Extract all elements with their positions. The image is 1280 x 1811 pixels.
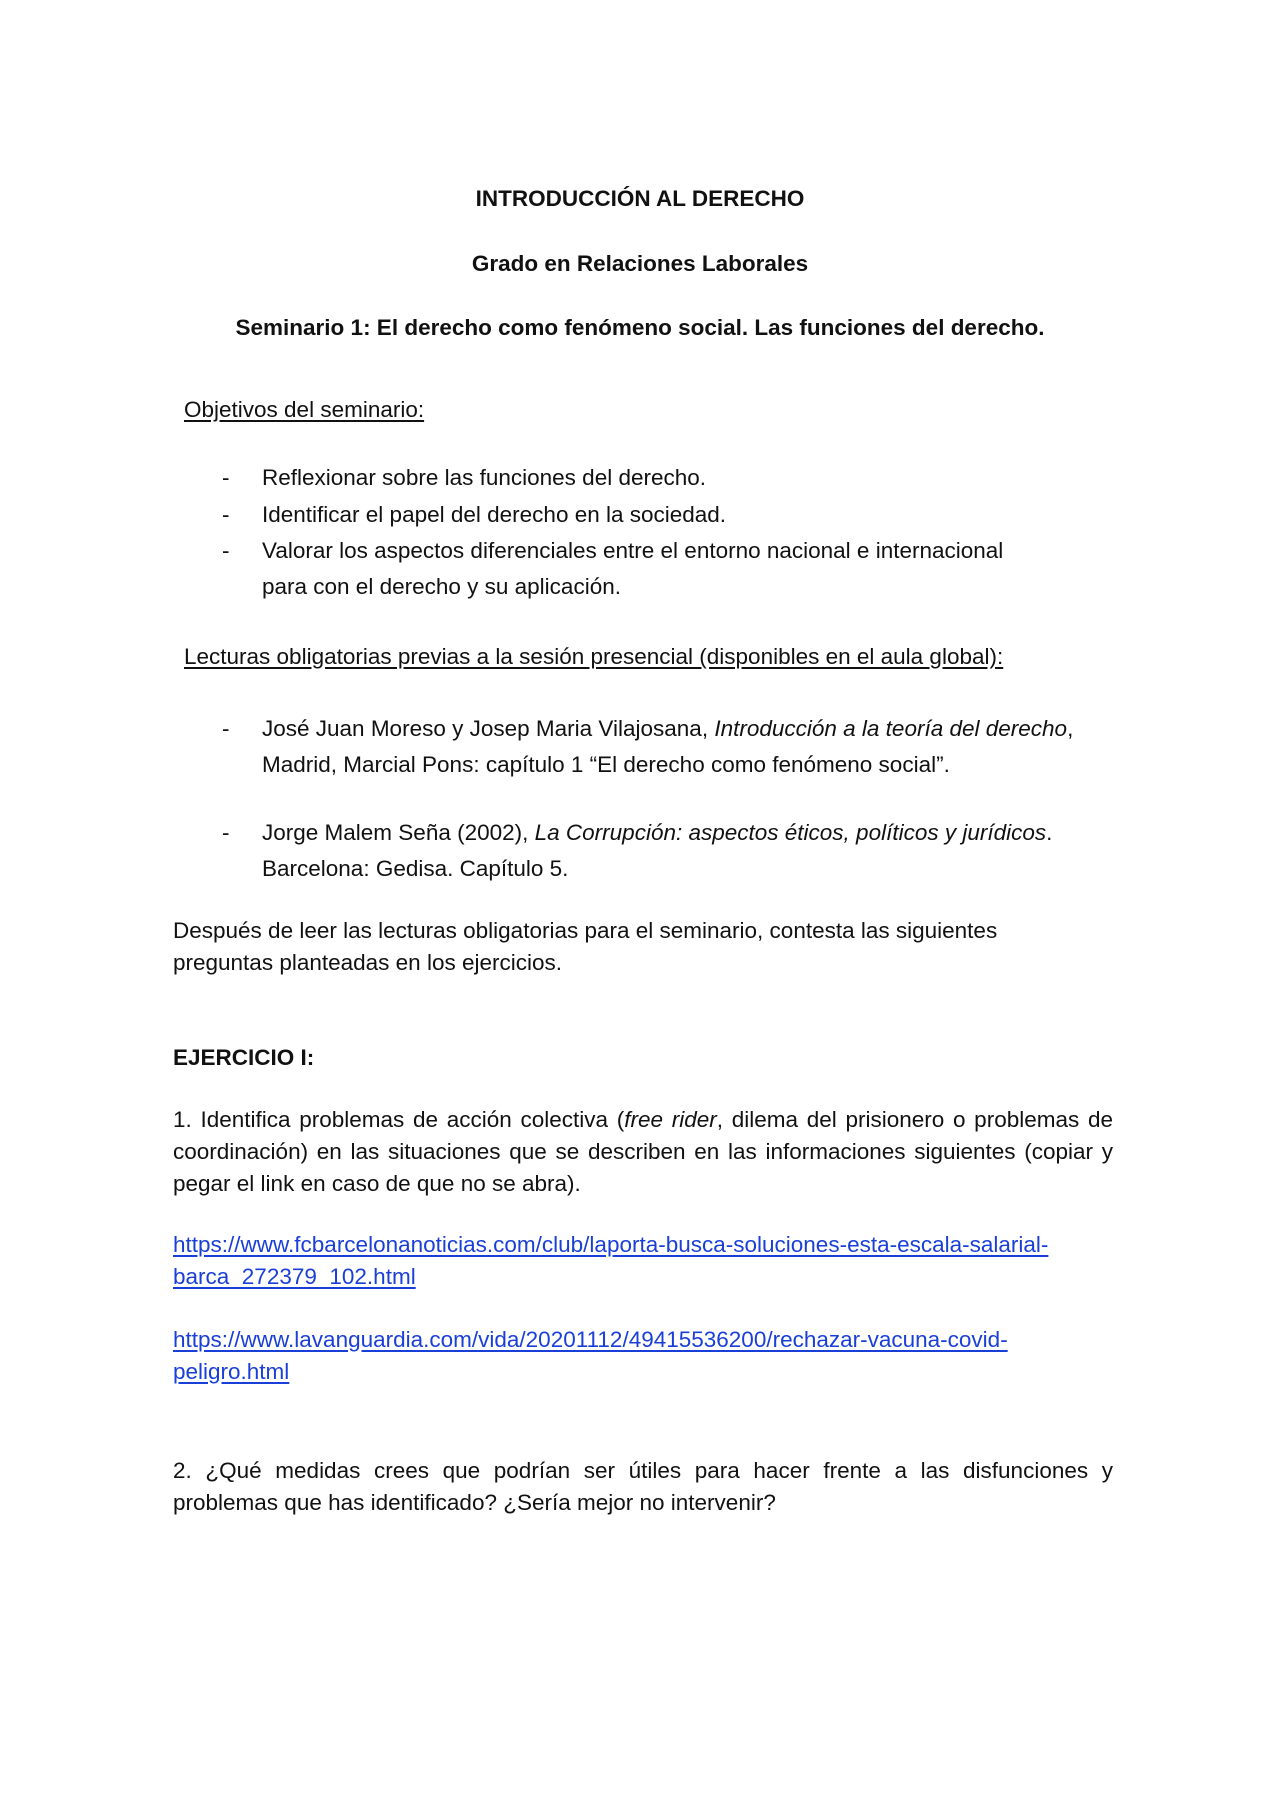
- news-link-1[interactable]: [173, 1232, 1048, 1258]
- news-link-1-wrap[interactable]: [173, 1264, 416, 1290]
- question-term: free rider: [624, 1107, 717, 1132]
- exercise-question-2: 2. ¿Qué medidas crees que podrían ser útiles para hacer frente a las disfunciones y problemas que has identificado? ¿Sería mejor no intervenir?: [173, 1458, 1113, 1515]
- readings-heading: Lecturas obligatorias previas a la sesión presencial (disponibles en el aula global):: [184, 644, 1004, 669]
- news-link-2[interactable]: [173, 1327, 1008, 1353]
- reading-title: Introducción a la teoría del derecho: [714, 716, 1068, 741]
- reading-title: La Corrupción: aspectos éticos, políticos y jurídicos: [534, 820, 1047, 845]
- reading-tail: ,: [1067, 716, 1074, 741]
- reading-item-1: [262, 716, 1073, 742]
- instructions-line: preguntas planteadas en los ejercicios.: [173, 950, 562, 975]
- news-link-1-line1[interactable]: https://www.fcbarcelonanoticias.com/club/laporta-busca-soluciones-esta-escala-salarial-: [173, 1232, 1049, 1257]
- exercise-heading: EJERCICIO I:: [173, 1045, 315, 1070]
- degree-title: Grado en Relaciones Laborales: [471, 251, 809, 276]
- objectives-heading: Objetivos del seminario:: [184, 397, 425, 422]
- reading-authors: Jorge Malem Seña (2002),: [262, 820, 535, 845]
- news-link-2-line2[interactable]: peligro.html: [173, 1359, 290, 1384]
- objective-item: Identificar el papel del derecho en la sociedad.: [262, 502, 727, 527]
- course-title: INTRODUCCIÓN AL DERECHO: [475, 186, 805, 211]
- list-bullet: -: [222, 716, 230, 741]
- objective-item: Valorar los aspectos diferenciales entre el entorno nacional e internacional: [262, 538, 1004, 563]
- list-bullet: -: [222, 502, 230, 527]
- reading-item-2: [262, 820, 1052, 846]
- news-link-2-line1[interactable]: https://www.lavanguardia.com/vida/20201112/49415536200/rechazar-vacuna-covid-: [173, 1327, 1008, 1352]
- reading-item-1-continuation: Madrid, Marcial Pons: capítulo 1 “El derecho como fenómeno social”.: [262, 752, 950, 777]
- exercise-question-1: [173, 1104, 1113, 1200]
- instructions-line: Después de leer las lecturas obligatorias para el seminario, contesta las siguientes: [173, 918, 998, 943]
- reading-authors: José Juan Moreso y Josep Maria Vilajosana,: [262, 716, 715, 741]
- objective-item: Reflexionar sobre las funciones del derecho.: [262, 465, 707, 490]
- reading-tail: .: [1046, 820, 1053, 845]
- question-text: 1. Identifica problemas de acción colectiva (: [173, 1107, 625, 1132]
- reading-item-2-continuation: Barcelona: Gedisa. Capítulo 5.: [262, 856, 569, 881]
- news-link-2-wrap[interactable]: [173, 1359, 289, 1385]
- seminar-title: Seminario 1: El derecho como fenómeno social. Las funciones del derecho.: [235, 315, 1045, 340]
- objective-item-continuation: para con el derecho y su aplicación.: [262, 574, 621, 599]
- question-text: , dilema del prisionero o problemas de coordinación) en las situaciones que se describen en las informaciones siguientes (copiar y pegar el link en caso de que no se abra).: [173, 1107, 1113, 1196]
- list-bullet: -: [222, 820, 230, 845]
- list-bullet: -: [222, 465, 230, 490]
- news-link-1-line2[interactable]: barca_272379_102.html: [173, 1264, 416, 1289]
- list-bullet: -: [222, 538, 230, 563]
